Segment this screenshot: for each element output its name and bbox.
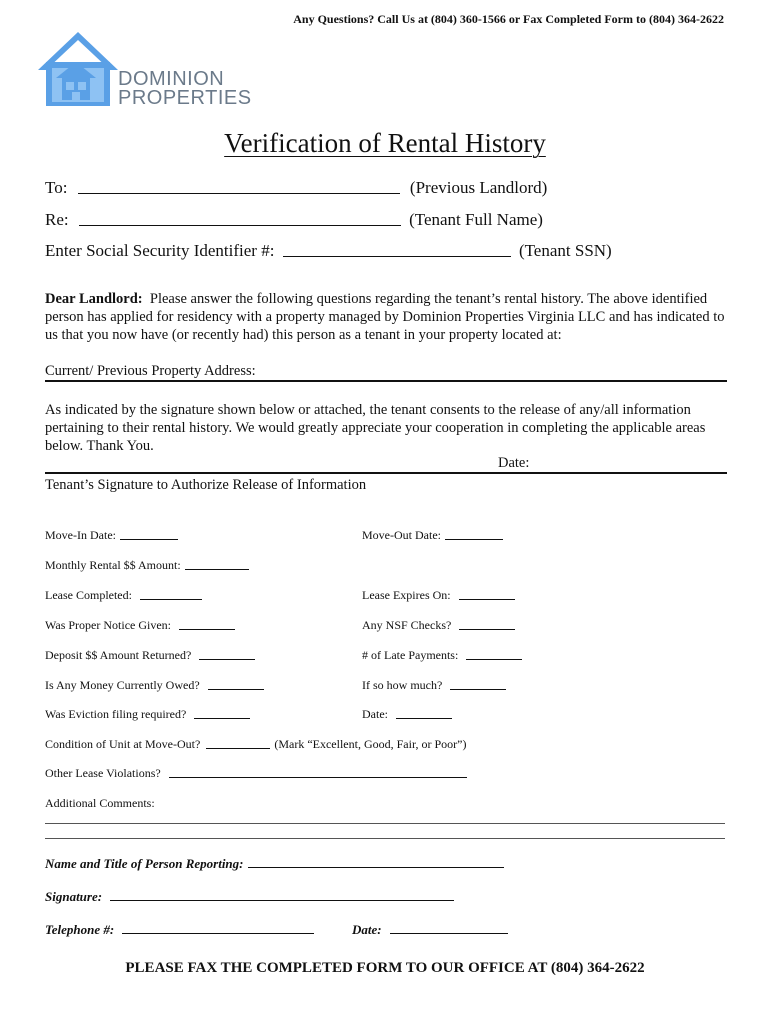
additional-comments-label: Additional Comments: [45, 796, 155, 810]
reporter-date-field[interactable] [352, 922, 508, 938]
eviction-field[interactable] [45, 707, 250, 722]
tenant-signature-label: Tenant’s Signature to Authorize Release of Information [45, 477, 367, 493]
reporter-name-label: Name and Title of Person Reporting: [45, 856, 244, 871]
condition-line[interactable] [206, 747, 270, 749]
reporter-name-field[interactable] [45, 856, 504, 872]
notice-given-line[interactable] [179, 628, 235, 630]
re-label: Re: [45, 210, 69, 229]
letter-body: Please answer the following questions regarding the tenant’s rental history. The above identified person has applied for residency with a property managed by Dominion Properties Virginia LLC and has indicated to us that you now have (or recently had) this person as a tenant in your property located at: [45, 291, 725, 343]
eviction-line[interactable] [194, 717, 250, 719]
telephone-label: Telephone #: [45, 922, 115, 937]
to-label: To: [45, 178, 68, 197]
notice-given-label: Was Proper Notice Given: [45, 618, 171, 632]
other-violations-label: Other Lease Violations? [45, 766, 161, 780]
comments-line-2[interactable] [45, 838, 725, 839]
fax-instruction: PLEASE FAX THE COMPLETED FORM TO OUR OFFICE AT (804) 364-2622 [125, 960, 645, 976]
comments-line-1[interactable] [45, 823, 725, 824]
move-in-line[interactable] [120, 538, 178, 540]
move-out-label: Move-Out Date: [362, 528, 441, 542]
eviction-date-line[interactable] [396, 717, 452, 719]
address-line[interactable] [45, 380, 727, 382]
ssn-hint: (Tenant SSN) [518, 241, 612, 260]
reporter-signature-line[interactable] [110, 899, 454, 901]
late-payments-line[interactable] [466, 658, 522, 660]
monthly-rent-label: Monthly Rental $$ Amount: [45, 558, 181, 572]
re-field[interactable] [45, 210, 543, 230]
eviction-label: Was Eviction filing required? [45, 707, 187, 721]
condition-field[interactable] [45, 737, 466, 752]
deposit-returned-line[interactable] [199, 658, 255, 660]
brand-line-2: PROPERTIES [118, 87, 252, 109]
telephone-field[interactable] [45, 922, 314, 938]
reporter-name-line[interactable] [248, 866, 504, 868]
to-line[interactable] [78, 192, 400, 194]
late-payments-label: # of Late Payments: [362, 648, 459, 662]
re-hint: (Tenant Full Name) [409, 210, 543, 229]
brand-line-1: DOMINION [118, 68, 225, 90]
lease-completed-field[interactable] [45, 588, 202, 603]
ssn-label: Enter Social Security Identifier #: [45, 241, 275, 260]
money-owed-field[interactable] [45, 678, 264, 693]
to-field[interactable] [45, 178, 547, 198]
deposit-returned-label: Deposit $$ Amount Returned? [45, 648, 192, 662]
move-in-field[interactable] [45, 528, 178, 543]
address-label: Current/ Previous Property Address: [45, 363, 256, 379]
move-in-label: Move-In Date: [45, 528, 116, 542]
monthly-rent-line[interactable] [185, 568, 249, 570]
money-owed-label: Is Any Money Currently Owed? [45, 678, 200, 692]
lease-completed-label: Lease Completed: [45, 588, 132, 602]
page-title: Verification of Rental History [224, 128, 546, 158]
letter-paragraph [45, 290, 725, 344]
reporter-date-line[interactable] [390, 932, 508, 934]
how-much-field[interactable] [362, 678, 506, 693]
re-line[interactable] [79, 224, 401, 226]
money-owed-line[interactable] [208, 688, 264, 690]
greeting: Dear Landlord: [45, 291, 143, 307]
nsf-checks-line[interactable] [459, 628, 515, 630]
tenant-date-label: Date: [498, 455, 530, 471]
other-violations-field[interactable] [45, 766, 467, 781]
monthly-rent-field[interactable] [45, 558, 249, 573]
reporter-signature-label: Signature: [45, 889, 103, 904]
eviction-date-label: Date: [362, 707, 388, 721]
consent-paragraph: As indicated by the signature shown below or attached, the tenant consents to the release of any/all information pertaining to their rental history. We would greatly appreciate your cooperation in completing the applicable areas below. Thank You. [45, 402, 706, 454]
move-out-field[interactable] [362, 528, 503, 543]
contact-header: Any Questions? Call Us at (804) 360-1566 or Fax Completed Form to (804) 364-2622 [293, 12, 724, 26]
notice-given-field[interactable] [45, 618, 235, 633]
how-much-label: If so how much? [362, 678, 443, 692]
nsf-checks-label: Any NSF Checks? [362, 618, 452, 632]
lease-expires-label: Lease Expires On: [362, 588, 451, 602]
lease-expires-field[interactable] [362, 588, 515, 603]
late-payments-field[interactable] [362, 648, 522, 663]
nsf-checks-field[interactable] [362, 618, 515, 633]
condition-hint: (Mark “Excellent, Good, Fair, or Poor”) [274, 737, 467, 751]
lease-expires-line[interactable] [459, 598, 515, 600]
reporter-date-label: Date: [352, 922, 382, 937]
condition-label: Condition of Unit at Move-Out? [45, 737, 201, 751]
lease-completed-line[interactable] [140, 598, 202, 600]
tenant-signature-line[interactable] [45, 472, 727, 474]
deposit-returned-field[interactable] [45, 648, 255, 663]
reporter-signature-field[interactable] [45, 889, 454, 905]
to-hint: (Previous Landlord) [409, 178, 548, 197]
ssn-line[interactable] [283, 255, 511, 257]
move-out-line[interactable] [445, 538, 503, 540]
telephone-line[interactable] [122, 932, 314, 934]
other-violations-line[interactable] [169, 776, 467, 778]
eviction-date-field[interactable] [362, 707, 452, 722]
ssn-field[interactable] [45, 241, 612, 261]
how-much-line[interactable] [450, 688, 506, 690]
